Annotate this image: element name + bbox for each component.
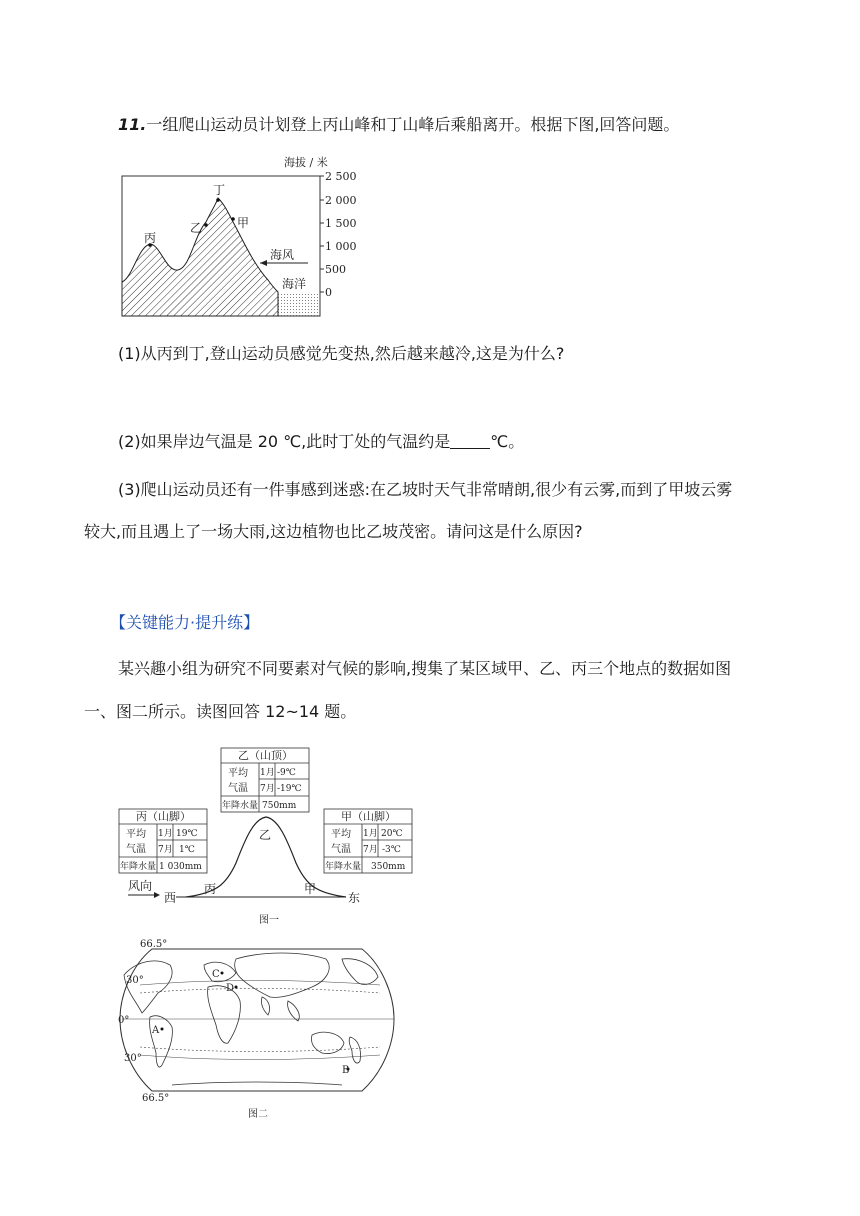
yi-jul-val: -19℃ xyxy=(277,784,302,794)
yi-jul: 7月 xyxy=(260,784,275,794)
jia-temp-label: 气温 xyxy=(331,844,351,855)
figure-1-caption: 图一 xyxy=(259,915,279,926)
jia-jul: 7月 xyxy=(363,845,378,855)
wind-direction-arrow-head xyxy=(154,892,160,898)
ocean-area xyxy=(276,292,320,316)
bing-jul: 7月 xyxy=(158,845,173,855)
yi-precip-val: 750mm xyxy=(262,801,297,811)
axis-title: 海拔 / 米 xyxy=(284,156,328,169)
yi-temp-label: 气温 xyxy=(228,783,248,794)
west-label: 西 xyxy=(164,891,177,905)
q11-stem xyxy=(118,115,679,135)
point-ding-dot xyxy=(216,198,220,202)
wind-arrow-head xyxy=(260,260,267,266)
table-yi xyxy=(221,748,309,812)
section-title: 【关键能力·提升练】 xyxy=(110,613,260,632)
point-a-dot xyxy=(161,1028,164,1031)
tick-label: 2 500 xyxy=(325,170,357,183)
yi-jan: 1月 xyxy=(260,768,275,778)
bing-jan: 1月 xyxy=(158,829,173,839)
terrain-profile-figure xyxy=(118,152,378,322)
bing-precip-val: 1 030mm xyxy=(159,862,202,872)
tick-label: 500 xyxy=(325,263,346,276)
label-wind: 海风 xyxy=(270,248,295,262)
lat-label: 66.5° xyxy=(142,1093,170,1104)
label-bing: 丙 xyxy=(144,231,157,245)
q11-stem-text: 一组爬山运动员计划登上丙山峰和丁山峰后乘船离开。根据下图,回答问题。 xyxy=(146,115,680,134)
lat-label: 0° xyxy=(118,1015,130,1026)
q11-sub2-unit: ℃。 xyxy=(490,432,525,451)
lat-label: 30° xyxy=(124,1053,142,1064)
yi-jan-val: -9℃ xyxy=(277,768,296,778)
jia-jan: 1月 xyxy=(363,829,378,839)
base-label-jia: 甲 xyxy=(304,882,317,896)
bing-precip-label: 年降水量 xyxy=(120,862,157,872)
section-intro-line1: 某兴趣小组为研究不同要素对气候的影响,搜集了某区域甲、乙、丙三个地点的数据如图 xyxy=(118,659,732,678)
tick-label: 1 000 xyxy=(325,240,357,253)
lat-label: 30° xyxy=(126,975,144,986)
yi-precip-label: 年降水量 xyxy=(222,801,259,811)
east-label: 东 xyxy=(348,891,361,905)
jia-jul-val: -3℃ xyxy=(382,845,401,855)
wind-direction-label: 风向 xyxy=(128,879,153,893)
q11-sub3-line2: 较大,而且遇上了一场大雨,这边植物也比乙坡茂密。请问这是什么原因? xyxy=(84,522,583,541)
bing-avg-label: 平均 xyxy=(126,829,146,840)
yi-title: 乙（山顶） xyxy=(238,749,293,762)
answer-blank[interactable] xyxy=(450,432,490,449)
bing-temp-label: 气温 xyxy=(126,844,146,855)
jia-title: 甲（山脚） xyxy=(341,810,396,823)
table-jia xyxy=(324,809,412,873)
figure-2-caption: 图二 xyxy=(248,1109,268,1120)
point-c-label: C xyxy=(212,969,220,980)
yi-avg-label: 平均 xyxy=(228,768,248,779)
jia-precip-label: 年降水量 xyxy=(325,862,362,872)
lat-label: 66.5° xyxy=(140,939,168,950)
map-outline xyxy=(120,949,394,1091)
point-yi-dot xyxy=(204,223,208,227)
point-a-label: A xyxy=(152,1025,160,1036)
point-d-label: D xyxy=(226,983,235,994)
point-d-dot xyxy=(235,986,238,989)
point-jia-dot xyxy=(231,217,235,221)
q11-sub2 xyxy=(118,432,524,452)
tick-label: 1 500 xyxy=(325,217,357,230)
mountain-label-yi: 乙 xyxy=(259,828,272,842)
bing-title: 丙（山脚） xyxy=(136,810,191,823)
q11-number: 11. xyxy=(118,115,147,134)
label-ding: 丁 xyxy=(213,183,226,197)
figure-2-world-map xyxy=(112,935,402,1120)
q11-sub3-line1: (3)爬山运动员还有一件事感到迷惑:在乙坡时天气非常晴朗,很少有云雾,而到了甲坡云雾 xyxy=(118,480,733,499)
bing-jan-val: 19℃ xyxy=(176,829,198,839)
base-label-bing: 丙 xyxy=(204,882,217,896)
jia-avg-label: 平均 xyxy=(331,829,351,840)
jia-precip-val: 350mm xyxy=(371,862,406,872)
section-intro-line2: 一、图二所示。读图回答 12~14 题。 xyxy=(84,702,357,721)
q11-sub1: (1)从丙到丁,登山运动员感觉先变热,然后越来越冷,这是为什么? xyxy=(118,344,565,363)
terrain-shape xyxy=(122,198,278,316)
point-b-label: B xyxy=(342,1065,350,1076)
label-jia: 甲 xyxy=(237,216,250,230)
q11-sub2-text: (2)如果岸边气温是 20 ℃,此时丁处的气温约是 xyxy=(118,432,451,451)
figure-1-mountain-climate xyxy=(116,745,416,930)
elevation-ticks xyxy=(320,170,357,299)
point-c-dot xyxy=(221,972,224,975)
table-bing xyxy=(119,809,207,873)
bing-jul-val: 1℃ xyxy=(179,845,195,855)
label-ocean: 海洋 xyxy=(282,277,307,291)
label-yi: 乙 xyxy=(190,221,203,235)
tick-label: 0 xyxy=(325,286,332,299)
tick-label: 2 000 xyxy=(325,194,357,207)
jia-jan-val: 20℃ xyxy=(381,829,403,839)
